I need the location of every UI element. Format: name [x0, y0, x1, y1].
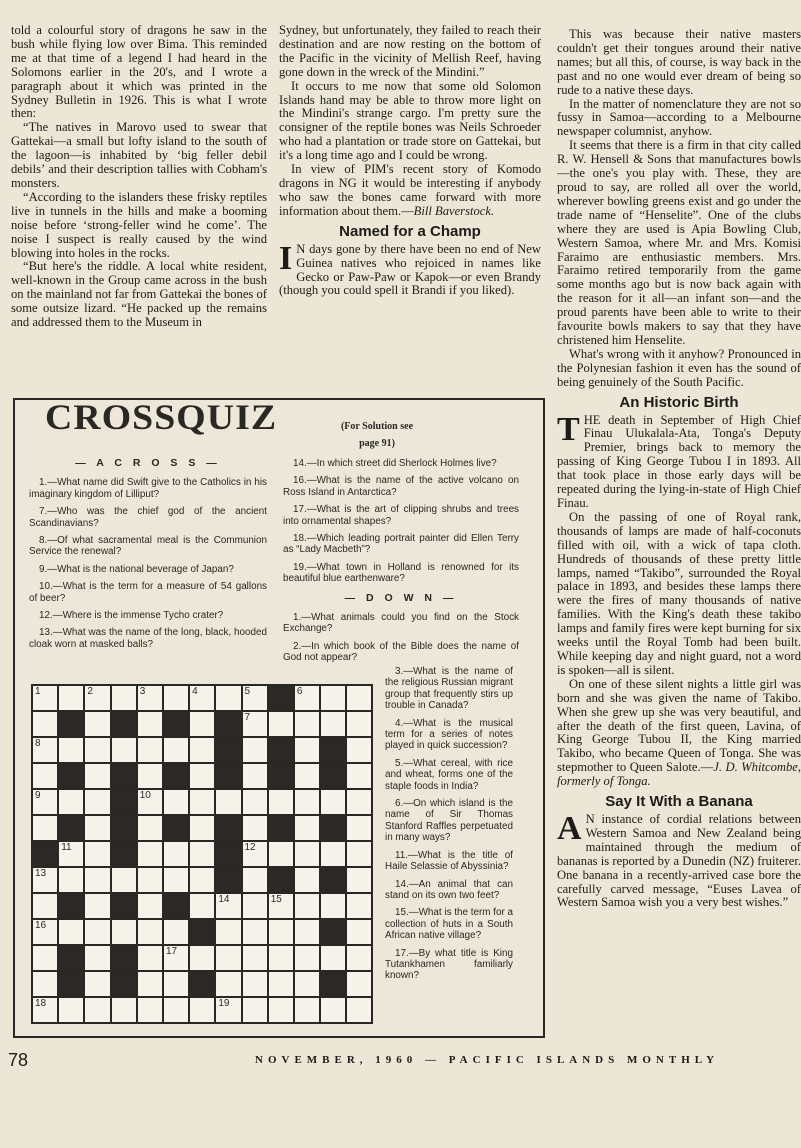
clue-number: 2: [87, 686, 93, 697]
grid-cell[interactable]: [294, 841, 320, 867]
across-clues-right: [283, 458, 519, 670]
grid-cell[interactable]: [137, 789, 163, 815]
across-clues-left: [29, 458, 267, 656]
grid-cell[interactable]: [84, 737, 110, 763]
clue: 4.—What is the musical term for a series of notes played in quick succession?: [385, 717, 513, 752]
grid-cell[interactable]: [137, 763, 163, 789]
grid-cell-black: [58, 711, 84, 737]
grid-cell[interactable]: [137, 893, 163, 919]
grid-cell[interactable]: [32, 789, 58, 815]
grid-cell[interactable]: [215, 685, 241, 711]
paragraph: [557, 810, 801, 910]
grid-cell[interactable]: [84, 815, 110, 841]
grid-cell[interactable]: [242, 919, 268, 945]
grid-cell[interactable]: [215, 971, 241, 997]
clue-number: 11: [61, 842, 72, 853]
grid-cell[interactable]: [242, 763, 268, 789]
clue: 1.—What name did Swift give to the Catholics in his imaginary kingdom of Lilliput?: [29, 477, 267, 500]
grid-cell[interactable]: [268, 841, 294, 867]
grid-cell[interactable]: [111, 737, 137, 763]
clue-number: 16: [35, 920, 47, 931]
clue-number: 6: [296, 686, 303, 697]
grid-cell[interactable]: [137, 867, 163, 893]
clue: 10.—What is the term for a measure of 54 gallons of beer?: [29, 581, 267, 604]
clue-number: 8: [35, 738, 41, 749]
grid-cell[interactable]: [84, 971, 110, 997]
grid-cell[interactable]: [294, 945, 320, 971]
grid-cell-black: [215, 763, 241, 789]
grid-cell[interactable]: [189, 867, 215, 893]
grid-cell-black: [58, 945, 84, 971]
grid-cell[interactable]: [58, 867, 84, 893]
grid-cell[interactable]: [163, 945, 189, 971]
clue-number: 3: [139, 686, 146, 697]
grid-cell[interactable]: [111, 867, 137, 893]
grid-cell[interactable]: [58, 841, 84, 867]
grid-cell[interactable]: [111, 919, 137, 945]
grid-cell-black: [111, 945, 137, 971]
grid-cell[interactable]: [294, 737, 320, 763]
grid-cell[interactable]: [32, 997, 58, 1023]
clue-number: 19: [218, 998, 230, 1009]
clue: 11.—What is the title of Haile Selassie of Abyssinia?: [385, 849, 513, 873]
grid-cell[interactable]: [58, 685, 84, 711]
clue: 1.—What animals could you find on the Stock Exchange?: [283, 612, 519, 635]
grid-cell-black: [215, 737, 241, 763]
grid-cell[interactable]: [294, 867, 320, 893]
grid-cell[interactable]: [163, 841, 189, 867]
grid-cell[interactable]: [32, 945, 58, 971]
crossword-grid: [31, 684, 373, 1024]
grid-cell[interactable]: [242, 893, 268, 919]
paragraph: What's wrong with it anyhow? Pronounced in the Polynesian fashion it even has the sound of being genuinely of the South Pacific.: [557, 346, 801, 389]
grid-cell[interactable]: [320, 711, 346, 737]
article-column-1: [11, 24, 267, 396]
paragraph: It seems that there is a firm in that city called R. W. Hensell & Sons that manufactures bowls—the one's you play with. These, they are proud to say, are rolled all over the world, wherever bowling greens exist and go under the trade name of “Henselite”. One of the clubs where they are used is Apia Bowling Club, Western Samoa, where Mr. and Mrs. Komisi Faraimo are enthusiastic members. Mrs. Faraimo retired temporarily from the game some months ago but is now back again with the reason for it all—an infant son—and the proud parents have been able to write to their favourite bowls makers to say that they have christened him Henselite.: [557, 138, 801, 347]
grid-cell-black: [268, 815, 294, 841]
clue: 17.—What is the art of clipping shrubs and trees into ornamental shapes?: [283, 504, 519, 527]
grid-cell[interactable]: [346, 997, 372, 1023]
grid-cell-black: [215, 711, 241, 737]
grid-cell[interactable]: [32, 737, 58, 763]
grid-cell[interactable]: [294, 789, 320, 815]
grid-cell[interactable]: [163, 789, 189, 815]
grid-cell[interactable]: [163, 919, 189, 945]
drop-cap: T: [557, 410, 580, 448]
clue: 5.—What cereal, with rice and wheat, forms one of the staple foods in India?: [385, 757, 513, 792]
clue: 9.—What is the national beverage of Japan?: [39, 563, 234, 575]
crossquiz-title: CROSSQUIZ: [45, 398, 278, 437]
solution-note: (For Solution see page 91): [340, 421, 414, 449]
clue-number: 13: [35, 868, 47, 879]
grid-cell-black: [58, 971, 84, 997]
paragraph-text: In view of PIM's recent story of Komodo dragons in NG it would be interesting if anybody who saw the bones came forward with more information about them.—: [279, 162, 541, 218]
grid-cell[interactable]: [294, 919, 320, 945]
grid-cell-black: [268, 737, 294, 763]
grid-cell[interactable]: [111, 997, 137, 1023]
author-signature: Bill Baverstock.: [413, 203, 495, 218]
clue: 3.—What is the name of the religious Russian migrant group that frequently stirs up trouble in Canada?: [385, 666, 513, 712]
clue: 17.—By what title is King Tutankhamen familiarly known?: [385, 947, 513, 982]
grid-cell[interactable]: [137, 971, 163, 997]
paragraph: This was because their native masters couldn't get their tongues around their native names; but all this, of course, is way back in the past and no one would ever dream of being so rude to a native these days.: [557, 28, 801, 97]
grid-cell[interactable]: [84, 685, 110, 711]
grid-cell[interactable]: [137, 945, 163, 971]
grid-cell[interactable]: [32, 711, 58, 737]
clue-number: 15: [270, 894, 282, 905]
grid-cell[interactable]: [346, 893, 372, 919]
grid-cell[interactable]: [346, 763, 372, 789]
clue-number: 10: [139, 790, 151, 801]
paragraph: [279, 239, 541, 299]
paragraph: “The natives in Marovo used to swear that Gattekai—a small but lofty island to the south of the lagoon—is inhabited by ‘big feller debil debils’ and their description tallies with Cobham's monsters.: [11, 120, 267, 190]
clue: 16.—What is the name of the active volcano on Ross Island in Antarctica?: [283, 475, 519, 498]
grid-cell[interactable]: [58, 789, 84, 815]
paragraph: “But here's the riddle. A local white resident, well-known in the Group came across in the bush on the mainland not far from Gattekai the bones of some outsize lizard. “He packed up the remains and addressed them to the Museum in: [11, 259, 267, 330]
grid-cell-black: [215, 867, 241, 893]
paragraph-text: N instance of cordial relations between Western Samoa and New Zealand being maintained through the medium of bananas is reported by a Dunedin (NZ) fruiterer. One banana in a recently-arrived case bore the carefully carved message, “Euses Lavea of Western Samoa wish you a very best wishes.”: [557, 812, 801, 910]
grid-cell-black: [58, 763, 84, 789]
grid-cell[interactable]: [215, 919, 241, 945]
clue-number: 17: [165, 946, 178, 957]
grid-cell[interactable]: [320, 841, 346, 867]
grid-cell[interactable]: [242, 737, 268, 763]
grid-cell[interactable]: [32, 971, 58, 997]
grid-cell-black: [268, 867, 294, 893]
grid-cell[interactable]: [32, 815, 58, 841]
grid-cell[interactable]: [294, 893, 320, 919]
section-heading: Say It With a Banana: [605, 793, 753, 811]
grid-cell[interactable]: [346, 971, 372, 997]
grid-cell-black: [111, 971, 137, 997]
clue: 14.—An animal that can stand on its own two feet?: [385, 878, 513, 901]
grid-cell[interactable]: [189, 737, 215, 763]
grid-cell[interactable]: [84, 711, 110, 737]
grid-cell[interactable]: [189, 893, 215, 919]
grid-cell-black: [189, 919, 215, 945]
paragraph: told a colourful story of dragons he saw in the bush while flying low over Bima. This reminded me at that time of a legend I had heard in the Solomons earlier in the 20's, and I wrote a paragraph about it which was printed in the Sydney Bulletin in 1926. This is what I wrote then:: [11, 24, 267, 121]
grid-cell[interactable]: [189, 815, 215, 841]
grid-cell[interactable]: [294, 997, 320, 1023]
grid-cell[interactable]: [189, 685, 215, 711]
grid-cell[interactable]: [294, 971, 320, 997]
grid-cell[interactable]: [242, 841, 268, 867]
grid-cell-black: [320, 815, 346, 841]
grid-cell[interactable]: [346, 867, 372, 893]
article-column-2: [279, 24, 541, 396]
grid-cell[interactable]: [84, 867, 110, 893]
grid-cell[interactable]: [32, 763, 58, 789]
paragraph: [557, 410, 801, 511]
grid-cell[interactable]: [320, 945, 346, 971]
grid-cell[interactable]: [84, 789, 110, 815]
grid-cell[interactable]: [32, 685, 58, 711]
across-heading: — A C R O S S —: [75, 457, 221, 469]
grid-cell-black: [111, 711, 137, 737]
clue-number: 7: [244, 712, 251, 723]
clue: 6.—On which island is the name of Sir Thomas Stanford Raffles perpetuated in many ways?: [385, 798, 513, 844]
down-clues-side: [385, 666, 513, 988]
grid-cell[interactable]: [84, 841, 110, 867]
paragraph-text: HE death in September of High Chief Finau Ulukalala-Ata, Tonga's Deputy Premier, brings back to memory the passing of King George Tubou I in 1893. All that took place in those early days will be repeated during the lying-in-state of High Chief Finau.: [557, 412, 801, 510]
grid-cell[interactable]: [32, 893, 58, 919]
grid-cell[interactable]: [268, 893, 294, 919]
author-signature: J. D. Whitcombe, formerly of Tonga.: [557, 760, 801, 789]
paragraph: Sydney, but unfortunately, they failed to reach their destination and are now resting on the bottom of the Pacific in the vicinity of Mellish Reef, having gone down in the wreck of the Mindini.”: [279, 24, 541, 79]
clue: 19.—What town in Holland is renowned for its beautiful blue earthenware?: [283, 561, 519, 585]
grid-cell-black: [215, 841, 241, 867]
grid-cell[interactable]: [268, 997, 294, 1023]
clue-number: 18: [35, 998, 47, 1009]
section-heading: Named for a Champ: [339, 222, 481, 240]
section-heading: An Historic Birth: [619, 393, 739, 411]
grid-cell-black: [111, 815, 137, 841]
grid-cell[interactable]: [84, 893, 110, 919]
clue: 13.—What was the name of the long, black, hooded cloak worn at masked balls?: [29, 627, 267, 650]
grid-cell[interactable]: [215, 997, 241, 1023]
grid-cell[interactable]: [84, 763, 110, 789]
grid-cell-black: [268, 685, 294, 711]
grid-cell[interactable]: [163, 997, 189, 1023]
clue: 2.—In which book of the Bible does the name of God not appear?: [283, 640, 519, 664]
down-heading: — D O W N —: [344, 591, 458, 604]
paragraph-text: On one of these silent nights a little girl was born and she was given the name of Takibo. When she grew up she was very beautiful, and after the death of the first queen, Lavina, of King George Tubou II, the King married Takibo, who became Queen of Tonga. She was stepmother to Queen Salote.—: [557, 676, 801, 775]
grid-cell[interactable]: [137, 815, 163, 841]
grid-cell[interactable]: [268, 919, 294, 945]
grid-cell-black: [58, 815, 84, 841]
grid-cell[interactable]: [84, 997, 110, 1023]
grid-cell[interactable]: [346, 945, 372, 971]
paragraph: It occurs to me now that some old Solomon Islands hand may be able to throw more light on the Mindini's strange cargo. I'm pretty sure the consigner of the reptile bones was Neils Schroeder who had a plantation or trade store on Gattekai, but it's a long time ago and I could be wrong.: [279, 78, 541, 163]
grid-cell[interactable]: [268, 971, 294, 997]
grid-cell[interactable]: [346, 841, 372, 867]
grid-cell[interactable]: [242, 867, 268, 893]
grid-cell-black: [32, 841, 58, 867]
grid-cell-black: [320, 919, 346, 945]
grid-cell[interactable]: [242, 711, 268, 737]
grid-cell-black: [215, 815, 241, 841]
grid-cell[interactable]: [294, 685, 320, 711]
page-number: 78: [8, 1050, 29, 1070]
clue: 7.—Who was the chief god of the ancient Scandinavians?: [29, 506, 267, 529]
clue: 14.—In which street did Sherlock Holmes live?: [293, 458, 497, 469]
drop-cap: I: [279, 239, 293, 277]
grid-cell[interactable]: [137, 685, 163, 711]
grid-cell[interactable]: [137, 841, 163, 867]
grid-cell[interactable]: [189, 789, 215, 815]
grid-cell-black: [111, 763, 137, 789]
clue-number: 14: [218, 894, 230, 905]
paragraph: “According to the islanders these frisky reptiles live in tunnels in the hills and make a booming noise before ‘strong-feller wind he come’. The noise I suspect is really caused by the wind blowing into holes in the rocks.: [11, 189, 267, 260]
masthead-footer: NOVEMBER, 1960 — PACIFIC ISLANDS MONTHLY: [255, 1054, 720, 1066]
grid-cell[interactable]: [84, 919, 110, 945]
grid-cell[interactable]: [294, 763, 320, 789]
grid-cell[interactable]: [84, 945, 110, 971]
clue: 8.—Of what sacramental meal is the Communion Service the renewal?: [29, 535, 267, 558]
grid-cell[interactable]: [294, 711, 320, 737]
grid-cell-black: [163, 815, 189, 841]
grid-cell[interactable]: [242, 997, 268, 1023]
drop-cap: A: [557, 810, 582, 848]
paragraph-text: N days gone by there have been no end of New Guinea natives who rejoiced in names like Gecko or Paw-Paw or Kapok—or even Brandy (though you could spell it Brandi if you liked).: [279, 241, 541, 298]
clue-number: 5: [244, 686, 251, 697]
grid-cell[interactable]: [189, 945, 215, 971]
grid-cell[interactable]: [111, 685, 137, 711]
grid-cell[interactable]: [320, 997, 346, 1023]
clue: 15.—What is the term for a collection of huts in a South African native village?: [385, 907, 513, 942]
grid-cell[interactable]: [137, 997, 163, 1023]
clue-number: 1: [35, 686, 41, 697]
grid-cell-black: [111, 893, 137, 919]
grid-cell[interactable]: [346, 737, 372, 763]
grid-cell[interactable]: [137, 919, 163, 945]
grid-cell[interactable]: [346, 711, 372, 737]
grid-cell[interactable]: [346, 919, 372, 945]
grid-cell-black: [268, 763, 294, 789]
grid-cell-black: [320, 867, 346, 893]
grid-cell-black: [58, 893, 84, 919]
grid-cell[interactable]: [346, 815, 372, 841]
grid-cell-black: [320, 971, 346, 997]
grid-cell[interactable]: [163, 867, 189, 893]
grid-cell[interactable]: [189, 763, 215, 789]
crossquiz-box: [13, 398, 545, 1038]
grid-cell[interactable]: [320, 789, 346, 815]
grid-cell-black: [111, 841, 137, 867]
grid-cell[interactable]: [346, 789, 372, 815]
grid-cell[interactable]: [242, 789, 268, 815]
clue-number: 4: [192, 686, 198, 697]
article-column-3: [557, 28, 801, 1058]
grid-cell[interactable]: [189, 997, 215, 1023]
grid-cell-black: [189, 971, 215, 997]
grid-cell[interactable]: [189, 711, 215, 737]
grid-cell[interactable]: [137, 737, 163, 763]
grid-cell[interactable]: [242, 815, 268, 841]
clue-number: 9: [35, 790, 41, 801]
grid-cell[interactable]: [346, 685, 372, 711]
grid-cell[interactable]: [215, 893, 241, 919]
clue-number: 12: [244, 842, 256, 853]
paragraph: [557, 678, 801, 789]
grid-cell-black: [320, 763, 346, 789]
grid-cell-black: [111, 789, 137, 815]
paragraph: On the passing of one of Royal rank, thousands of lamps are made of half-coconuts filled with oil, with a wick of tapa cloth. Hundreds of thousands of these pretty little lamps, named “Takibo”, surrounded the Royal palace in 1893, and besides these lamps there were the fires of many thousands of native families. With the King's death these takibo lamps and family fires were kept burning for six weeks until the Royal Tomb had been built. While keeping day and night guard, not a word is spoken—all is silent.: [557, 509, 801, 677]
grid-cell[interactable]: [320, 893, 346, 919]
grid-cell[interactable]: [58, 997, 84, 1023]
grid-cell[interactable]: [58, 737, 84, 763]
grid-cell[interactable]: [268, 789, 294, 815]
grid-cell-black: [163, 711, 189, 737]
grid-cell[interactable]: [268, 711, 294, 737]
grid-cell[interactable]: [32, 867, 58, 893]
grid-cell[interactable]: [58, 919, 84, 945]
grid-cell[interactable]: [242, 945, 268, 971]
grid-cell[interactable]: [215, 789, 241, 815]
grid-cell[interactable]: [215, 945, 241, 971]
paragraph: In the matter of nomenclature they are not so fussy in Samoa—according to a Melbourne newspaper columnist, anyhow.: [557, 96, 801, 139]
clue: 12.—Where is the immense Tycho crater?: [39, 610, 224, 622]
grid-cell[interactable]: [163, 685, 189, 711]
clue: 18.—Which leading portrait painter did Ellen Terry as “Lady Macbeth”?: [283, 533, 519, 556]
grid-cell[interactable]: [294, 815, 320, 841]
grid-cell[interactable]: [268, 945, 294, 971]
grid-cell[interactable]: [163, 737, 189, 763]
grid-cell[interactable]: [189, 841, 215, 867]
grid-cell-black: [320, 737, 346, 763]
grid-cell[interactable]: [242, 685, 268, 711]
grid-cell[interactable]: [32, 919, 58, 945]
grid-cell[interactable]: [320, 685, 346, 711]
grid-cell-black: [163, 893, 189, 919]
paragraph: [279, 163, 541, 219]
grid-cell[interactable]: [242, 971, 268, 997]
grid-cell-black: [163, 763, 189, 789]
grid-cell[interactable]: [137, 711, 163, 737]
grid-cell[interactable]: [163, 971, 189, 997]
